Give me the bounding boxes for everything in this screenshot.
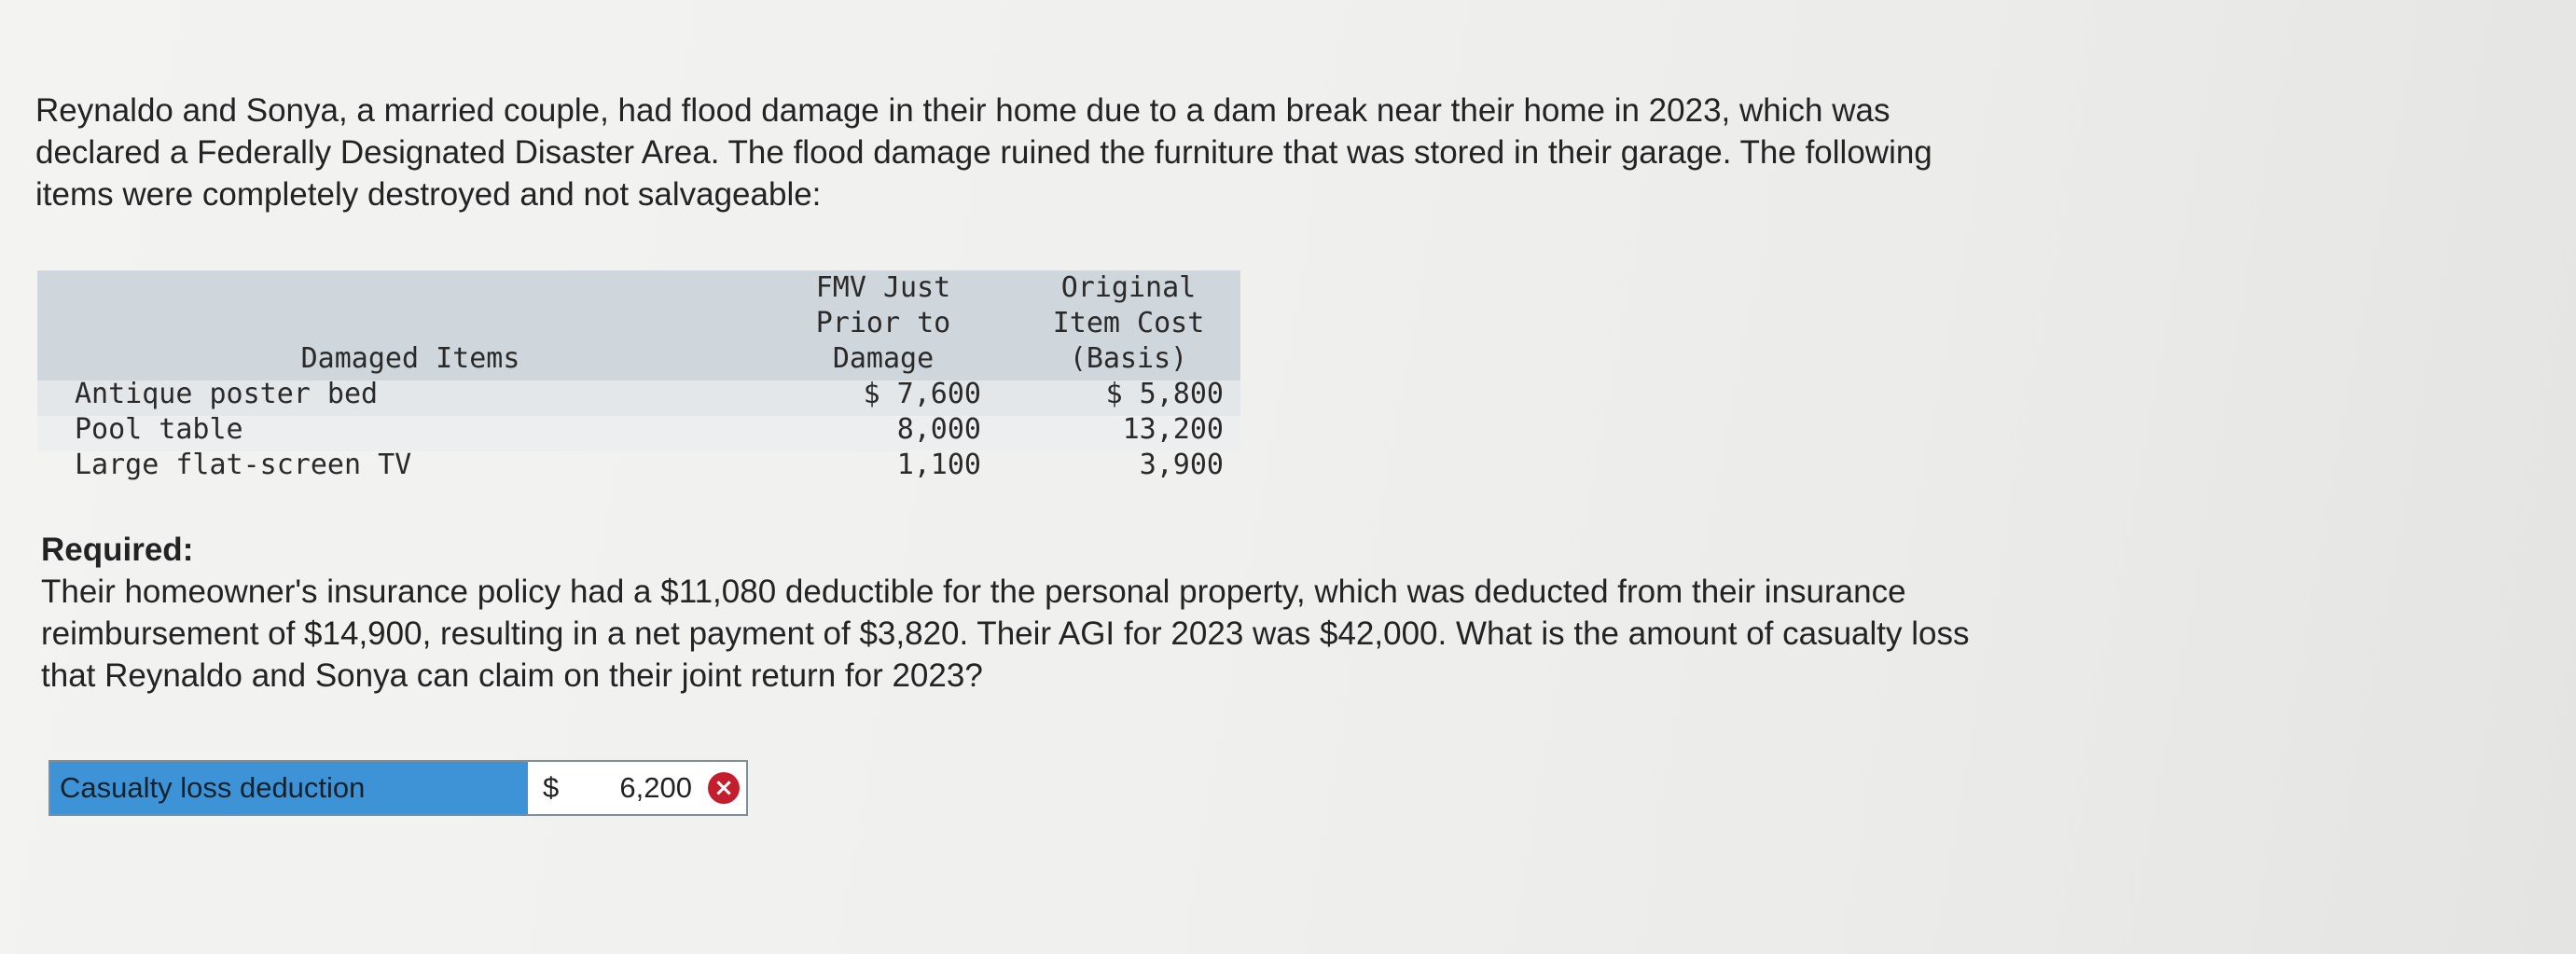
cost-value: 13,200 <box>1122 413 1224 446</box>
header-damaged-items: Damaged Items <box>300 342 520 375</box>
required-line: reimbursement of $14,900, resulting in a net payment of $3,820. Their AGI for 2023 was $42,000. What is the amount of casualty loss <box>41 615 1970 652</box>
intro-line: declared a Federally Designated Disaster Area. The flood damage ruined the furniture that was stored in their garage. The following <box>35 134 1932 171</box>
answer-value: 6,200 <box>619 771 692 804</box>
header-cost-line: Original <box>1060 271 1197 304</box>
required-line: Their homeowner's insurance policy had a $11,080 deductible for the personal property, which was deducted from their insurance <box>41 574 1906 610</box>
header-fmv-line: Damage <box>832 342 935 375</box>
fmv-value: $ 7,600 <box>863 378 981 410</box>
cost-value: $ 5,800 <box>1105 378 1224 410</box>
intro-line: Reynaldo and Sonya, a married couple, had flood damage in their home due to a dam break near their home in 2023, which was <box>35 92 1890 129</box>
header-cost-line: (Basis) <box>1069 342 1188 375</box>
required-section <box>41 529 2298 697</box>
item-name: Pool table <box>75 413 243 446</box>
header-fmv-line: FMV Just <box>815 271 951 304</box>
cost-value: 3,900 <box>1139 449 1224 481</box>
currency-symbol: $ <box>543 771 560 804</box>
intro-line: items were completely destroyed and not salvageable: <box>35 176 822 213</box>
fmv-value: 1,100 <box>896 449 981 481</box>
item-name: Large flat-screen TV <box>75 449 412 481</box>
item-name: Antique poster bed <box>75 378 379 410</box>
damaged-items-table <box>37 270 1240 489</box>
required-line: that Reynaldo and Sonya can claim on their joint return for 2023? <box>41 657 983 694</box>
header-cost-line: Item Cost <box>1052 307 1205 339</box>
required-label: Required: <box>41 532 194 568</box>
wrong-x-icon: × <box>708 772 740 804</box>
problem-intro <box>35 90 2274 215</box>
casualty-loss-answer-row <box>48 760 748 816</box>
header-fmv-line: Prior to <box>815 307 951 339</box>
fmv-value: 8,000 <box>896 413 981 446</box>
answer-label: Casualty loss deduction <box>50 762 528 814</box>
